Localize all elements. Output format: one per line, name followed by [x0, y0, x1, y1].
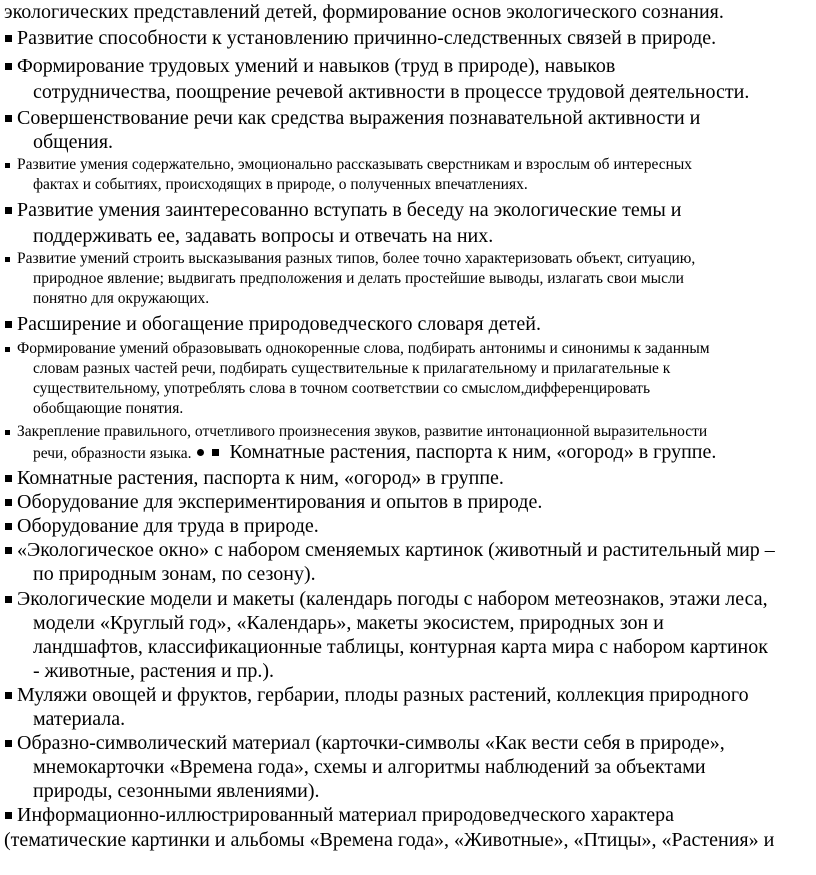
line-text: Расширение и обогащение природоведческого словаря детей. — [17, 313, 541, 335]
square-bullet-icon — [5, 63, 12, 70]
square-bullet-icon — [5, 596, 12, 603]
text-line — [33, 359, 670, 379]
line-text: природное явление; выдвигать предположения и делать простейшие выводы, излагать свои мысли — [33, 270, 684, 287]
bullet-item-line — [17, 466, 504, 490]
text-line — [33, 80, 749, 104]
line-text: существительному, употреблять слова в точном соответствии со смыслом,дифференцировать — [33, 380, 651, 397]
text-line — [33, 659, 274, 683]
line-text: поддерживать ее, задавать вопросы и отвечать на них. — [33, 225, 494, 247]
line-text: Информационно-иллюстрированный материал природоведческого характера — [17, 804, 674, 826]
mixed-text-line — [33, 441, 716, 464]
line-text: по природным зонам, по сезону). — [33, 563, 316, 585]
line-text: Развитие умения содержательно, эмоционально рассказывать сверстникам и взрослым об интересных — [17, 156, 693, 173]
line-text: Развитие умения заинтересованно вступать в беседу на экологические темы и — [17, 199, 682, 221]
square-bullet-icon — [5, 257, 10, 262]
line-text: «Экологическое окно» с набором сменяемых картинок (животный и растительный мир – — [17, 539, 775, 561]
square-bullet-icon — [5, 347, 10, 352]
line-text: Закрепление правильного, отчетливого произнесения звуков, развитие интонационной выразительности — [17, 423, 708, 440]
square-bullet-icon — [5, 523, 12, 530]
line-text: речи, образности языка. — [33, 445, 192, 462]
line-text: Формирование умений образовывать однокоренные слова, подбирать антонимы и синонимы к заданным — [17, 340, 710, 357]
bullet-item-line — [17, 731, 725, 755]
round-bullet-icon — [197, 449, 204, 456]
bullet-item-line — [17, 106, 700, 130]
line-text: природы, сезонными явлениями). — [33, 780, 320, 802]
line-text: фактах и событиях, происходящих в природе, о полученных впечатлениях. — [33, 176, 528, 193]
bullet-item-line — [17, 683, 749, 707]
bullet-item-line — [17, 339, 710, 359]
text-line — [33, 755, 706, 779]
square-bullet-icon — [5, 740, 12, 747]
line-text: модели «Круглый год», «Календарь», макеты экосистем, природных зон и — [33, 612, 664, 634]
text-line — [33, 611, 664, 635]
text-line — [33, 269, 684, 289]
square-bullet-icon — [5, 430, 10, 435]
line-text: словам разных частей речи, подбирать существительные к прилагательному и прилагательные к — [33, 360, 671, 377]
line-text: понятно для окружающих. — [33, 290, 210, 307]
bullet-item-line — [17, 312, 541, 336]
text-line — [33, 175, 528, 195]
line-text: сотрудничества, поощрение речевой активности в процессе трудовой деятельности. — [33, 81, 750, 103]
bullet-item-line — [17, 803, 674, 827]
square-bullet-icon — [5, 475, 12, 482]
line-text: Муляжи овощей и фруктов, гербарии, плоды разных растений, коллекция природного — [17, 684, 749, 706]
line-text: мнемокарточки «Времена года», схемы и алгоритмы наблюдений за объектами — [33, 756, 706, 778]
bullet-item-line — [17, 587, 768, 611]
text-line — [33, 779, 320, 803]
square-bullet-icon — [5, 692, 12, 699]
line-text: экологических представлений детей, формирование основ экологического сознания. — [4, 1, 724, 23]
square-bullet-icon — [5, 163, 10, 168]
line-text: Образно-символический материал (карточки-символы «Как вести себя в природе», — [17, 732, 725, 754]
line-text: Экологические модели и макеты (календарь погоды с набором метеознаков, этажи леса, — [17, 588, 768, 610]
text-line — [4, 828, 774, 852]
bullet-item-line — [17, 26, 716, 50]
line-text: Оборудование для труда в природе. — [17, 515, 319, 537]
text-line — [33, 635, 768, 659]
square-bullet-icon — [5, 812, 12, 819]
bullet-item-line — [17, 198, 682, 222]
bullet-item-line — [17, 54, 615, 78]
text-line — [33, 289, 209, 309]
square-bullet-icon — [5, 115, 12, 122]
text-line — [33, 379, 650, 399]
line-text: Развитие способности к установлению причинно-следственных связей в природе. — [17, 27, 717, 49]
line-text: Развитие умений строить высказывания разных типов, более точно характеризовать объект, ситуацию, — [17, 250, 696, 267]
bullet-item-line — [17, 538, 775, 562]
square-bullet-icon — [5, 499, 12, 506]
text-line — [33, 224, 493, 248]
line-text: общения. — [33, 131, 114, 153]
text-line — [33, 707, 125, 731]
line-text: обобщающие понятия. — [33, 400, 184, 417]
square-bullet-icon — [5, 35, 12, 42]
text-line — [33, 399, 183, 419]
square-bullet-icon — [212, 449, 219, 456]
line-text: Оборудование для экспериментирования и опытов в природе. — [17, 491, 543, 513]
line-text: Совершенствование речи как средства выражения познавательной активности и — [17, 107, 701, 129]
square-bullet-icon — [5, 547, 12, 554]
text-line — [33, 130, 113, 154]
line-text: Комнатные растения, паспорта к ним, «огород» в группе. — [17, 467, 504, 489]
line-text: ландшафтов, классификационные таблицы, контурная карта мира с набором картинок — [33, 636, 768, 658]
bullet-item-line — [17, 490, 542, 514]
square-bullet-icon — [5, 321, 12, 328]
line-text: Комнатные растения, паспорта к ним, «огород» в группе. — [229, 441, 717, 463]
bullet-item-line — [17, 422, 707, 442]
square-bullet-icon — [5, 207, 12, 214]
text-line — [33, 562, 316, 586]
bullet-item-line — [17, 249, 695, 269]
text-line — [4, 0, 724, 24]
line-text: материала. — [33, 708, 126, 730]
line-text: - животные, растения и пр.). — [33, 660, 275, 682]
bullet-item-line — [17, 514, 319, 538]
bullet-item-line — [17, 155, 692, 175]
line-text: (тематические картинки и альбомы «Времена года», «Животные», «Птицы», «Растения» и — [4, 829, 775, 851]
line-text: Формирование трудовых умений и навыков (труд в природе), навыков — [17, 55, 616, 77]
